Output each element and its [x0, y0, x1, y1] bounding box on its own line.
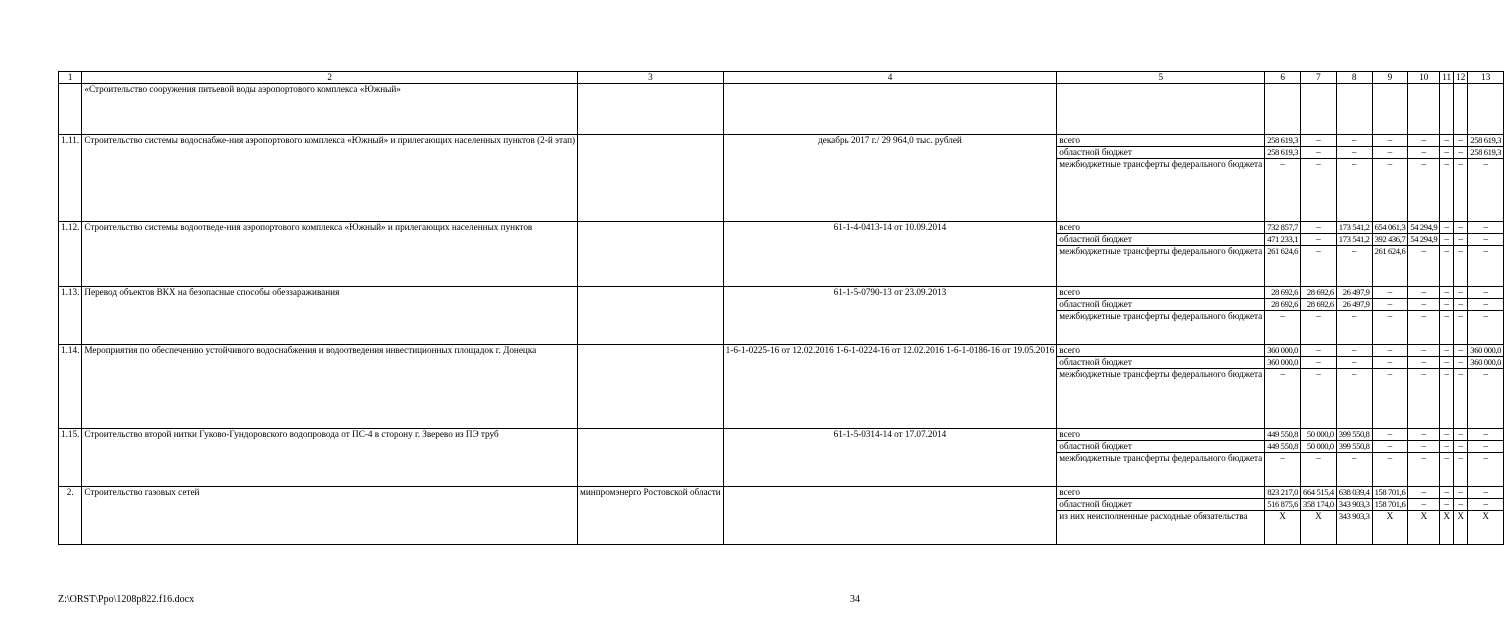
value-cell: – — [1440, 441, 1454, 453]
value-cell: 258 619,3 — [1265, 135, 1301, 147]
value-cell: 399 550,8 — [1336, 441, 1372, 453]
value-cell: – — [1454, 429, 1468, 441]
value-cell: X — [1440, 511, 1454, 545]
item-name: Строительство газовых сетей — [82, 487, 578, 545]
value-cell: – — [1408, 246, 1440, 287]
value-cell: – — [1372, 453, 1408, 487]
value-cell: – — [1336, 357, 1372, 369]
value-cell: – — [1408, 441, 1440, 453]
value-cell: 28 692,6 — [1265, 299, 1301, 311]
funding-source: межбюджетные трансферты федерального бюджета — [1057, 369, 1265, 429]
value-cell: – — [1454, 369, 1468, 429]
funding-source: всего — [1057, 287, 1265, 299]
value-cell: – — [1440, 299, 1454, 311]
value-cell: – — [1372, 159, 1408, 222]
value-cell: – — [1336, 345, 1372, 357]
value-cell: – — [1408, 311, 1440, 345]
value-cell: – — [1468, 499, 1504, 511]
value-cell: – — [1468, 159, 1504, 222]
value-cell: 360 000,0 — [1265, 357, 1301, 369]
value-cell: – — [1440, 246, 1454, 287]
value-cell: – — [1301, 246, 1337, 287]
value-cell: – — [1372, 287, 1408, 299]
value-cell: – — [1454, 159, 1468, 222]
value-cell: – — [1440, 429, 1454, 441]
value-cell: – — [1372, 357, 1408, 369]
value-cell: – — [1440, 487, 1454, 499]
value-cell: – — [1440, 135, 1454, 147]
table-cell — [578, 84, 724, 135]
value-cell: – — [1468, 311, 1504, 345]
value-cell: – — [1454, 222, 1468, 234]
item-number: 2. — [59, 487, 82, 545]
value-cell: – — [1301, 159, 1337, 222]
value-cell: – — [1454, 487, 1468, 499]
value-cell: – — [1440, 453, 1454, 487]
value-cell: – — [1301, 147, 1337, 159]
table-cell — [1468, 84, 1504, 135]
value-cell: – — [1468, 234, 1504, 246]
table-cell — [1265, 84, 1301, 135]
funding-source: областной бюджет — [1057, 441, 1265, 453]
item-name: «Строительство сооружения питьевой воды аэропортового комплекса «Южный» — [82, 84, 578, 135]
table-cell — [1301, 84, 1337, 135]
value-cell: – — [1468, 287, 1504, 299]
budget-table — [58, 71, 1504, 545]
table-row — [59, 429, 1504, 441]
value-cell: – — [1454, 299, 1468, 311]
value-cell: X — [1265, 511, 1301, 545]
table-cell — [1440, 84, 1454, 135]
value-cell: – — [1408, 299, 1440, 311]
funding-source: межбюджетные трансферты федерального бюджета — [1057, 311, 1265, 345]
value-cell: – — [1301, 369, 1337, 429]
column-header: 1 — [59, 72, 82, 84]
value-cell: X — [1408, 511, 1440, 545]
table-cell — [1057, 84, 1265, 135]
funding-source: областной бюджет — [1057, 147, 1265, 159]
value-cell: 26 497,9 — [1336, 287, 1372, 299]
value-cell: 28 692,6 — [1265, 287, 1301, 299]
item-number: 1.13. — [59, 287, 82, 345]
table-cell — [1372, 84, 1408, 135]
item-name: Мероприятия по обеспечению устойчивого водоснабжения и водоотведения инвестиционных площадок г. Донецка — [82, 345, 578, 429]
value-cell: – — [1372, 429, 1408, 441]
value-cell: 360 000,0 — [1468, 345, 1504, 357]
value-cell: 28 692,6 — [1301, 287, 1337, 299]
value-cell: – — [1468, 369, 1504, 429]
value-cell: – — [1336, 147, 1372, 159]
value-cell: – — [1408, 487, 1440, 499]
funding-source: всего — [1057, 345, 1265, 357]
table-cell — [1454, 84, 1468, 135]
value-cell: 173 541,2 — [1336, 222, 1372, 234]
funding-source: областной бюджет — [1057, 499, 1265, 511]
item-name: Строительство второй нитки Гуково-Гундоровского водопровода от ПС-4 в сторону г. Зверево из ПЭ труб — [82, 429, 578, 487]
value-cell: – — [1408, 287, 1440, 299]
column-header: 12 — [1454, 72, 1468, 84]
page-number: 34 — [850, 594, 860, 605]
responsible — [578, 345, 724, 429]
table-row — [59, 487, 1504, 499]
item-number: 1.14. — [59, 345, 82, 429]
value-cell: – — [1454, 311, 1468, 345]
funding-source: всего — [1057, 487, 1265, 499]
value-cell: 50 000,0 — [1301, 429, 1337, 441]
value-cell: 50 000,0 — [1301, 441, 1337, 453]
value-cell: – — [1468, 487, 1504, 499]
document-ref: декабрь 2017 г./ 29 964,0 тыс. рублей — [723, 135, 1057, 222]
funding-source: межбюджетные трансферты федерального бюджета — [1057, 159, 1265, 222]
document-ref — [723, 487, 1057, 545]
value-cell: – — [1454, 441, 1468, 453]
value-cell: 343 903,3 — [1336, 499, 1372, 511]
column-header: 8 — [1336, 72, 1372, 84]
value-cell: – — [1454, 499, 1468, 511]
value-cell: – — [1440, 159, 1454, 222]
value-cell: – — [1468, 222, 1504, 234]
value-cell: – — [1440, 499, 1454, 511]
table-cell — [59, 84, 82, 135]
value-cell: – — [1265, 159, 1301, 222]
value-cell: – — [1454, 453, 1468, 487]
funding-source: межбюджетные трансферты федерального бюджета — [1057, 246, 1265, 287]
value-cell: – — [1468, 429, 1504, 441]
value-cell: – — [1301, 311, 1337, 345]
value-cell: – — [1336, 135, 1372, 147]
value-cell: – — [1440, 369, 1454, 429]
document-ref: 61-1-5-0790-13 от 23.09.2013 — [723, 287, 1057, 345]
value-cell: – — [1301, 345, 1337, 357]
funding-source: областной бюджет — [1057, 234, 1265, 246]
value-cell: – — [1468, 441, 1504, 453]
value-cell: 516 875,6 — [1265, 499, 1301, 511]
item-name: Строительство системы водоснабже-ния аэропортового комплекса «Южный» и прилегающих населенных пунктов (2-й этап) — [82, 135, 578, 222]
value-cell: – — [1372, 441, 1408, 453]
table-cell — [723, 84, 1057, 135]
value-cell: 261 624,6 — [1265, 246, 1301, 287]
column-header: 6 — [1265, 72, 1301, 84]
item-number: 1.12. — [59, 222, 82, 287]
funding-source: всего — [1057, 429, 1265, 441]
value-cell: 392 436,7 — [1372, 234, 1408, 246]
value-cell: – — [1408, 135, 1440, 147]
responsible: минпромэнерго Ростовской области — [578, 487, 724, 545]
value-cell: 258 619,3 — [1468, 147, 1504, 159]
value-cell: – — [1454, 287, 1468, 299]
value-cell: 343 903,3 — [1336, 511, 1372, 545]
column-header: 9 — [1372, 72, 1408, 84]
value-cell: – — [1454, 147, 1468, 159]
funding-source: всего — [1057, 222, 1265, 234]
value-cell: – — [1265, 369, 1301, 429]
value-cell: – — [1408, 429, 1440, 441]
value-cell: – — [1440, 222, 1454, 234]
value-cell: – — [1440, 147, 1454, 159]
table-cell — [1336, 84, 1372, 135]
value-cell: – — [1265, 311, 1301, 345]
table-row — [59, 135, 1504, 147]
table-row — [59, 84, 1504, 135]
value-cell: – — [1372, 299, 1408, 311]
value-cell: – — [1468, 246, 1504, 287]
value-cell: – — [1301, 222, 1337, 234]
table-row — [59, 345, 1504, 357]
value-cell: 360 000,0 — [1468, 357, 1504, 369]
value-cell: 471 233,1 — [1265, 234, 1301, 246]
value-cell: – — [1301, 135, 1337, 147]
value-cell: – — [1454, 345, 1468, 357]
value-cell: – — [1468, 299, 1504, 311]
value-cell: – — [1454, 234, 1468, 246]
value-cell: – — [1408, 357, 1440, 369]
value-cell: – — [1301, 357, 1337, 369]
document-ref: 1-6-1-0225-16 от 12.02.2016 1-6-1-0224-16 от 12.02.2016 1-6-1-0186-16 от 19.05.2016 — [723, 345, 1057, 429]
value-cell: 173 541,2 — [1336, 234, 1372, 246]
column-header: 10 — [1408, 72, 1440, 84]
value-cell: 664 515,4 — [1301, 487, 1337, 499]
value-cell: – — [1454, 135, 1468, 147]
value-cell: – — [1408, 499, 1440, 511]
value-cell: X — [1301, 511, 1337, 545]
value-cell: X — [1454, 511, 1468, 545]
value-cell: – — [1336, 453, 1372, 487]
value-cell: – — [1440, 234, 1454, 246]
funding-source: областной бюджет — [1057, 299, 1265, 311]
table-cell — [1408, 84, 1440, 135]
value-cell: 158 701,6 — [1372, 487, 1408, 499]
value-cell: – — [1301, 234, 1337, 246]
value-cell: 732 857,7 — [1265, 222, 1301, 234]
value-cell: 158 701,6 — [1372, 499, 1408, 511]
value-cell: – — [1372, 369, 1408, 429]
funding-source: межбюджетные трансферты федерального бюджета — [1057, 453, 1265, 487]
value-cell: 399 550,8 — [1336, 429, 1372, 441]
value-cell: – — [1372, 147, 1408, 159]
value-cell: – — [1454, 357, 1468, 369]
table-row — [59, 287, 1504, 299]
value-cell: – — [1372, 135, 1408, 147]
funding-source: всего — [1057, 135, 1265, 147]
item-number: 1.11. — [59, 135, 82, 222]
item-number: 1.15. — [59, 429, 82, 487]
responsible — [578, 222, 724, 287]
value-cell: – — [1301, 453, 1337, 487]
value-cell: – — [1336, 246, 1372, 287]
column-header: 11 — [1440, 72, 1454, 84]
value-cell: – — [1265, 453, 1301, 487]
column-header: 4 — [723, 72, 1057, 84]
column-header: 13 — [1468, 72, 1504, 84]
value-cell: – — [1408, 147, 1440, 159]
value-cell: 28 692,6 — [1301, 299, 1337, 311]
value-cell: 449 550,8 — [1265, 429, 1301, 441]
funding-source: областной бюджет — [1057, 357, 1265, 369]
value-cell: – — [1454, 246, 1468, 287]
funding-source: из них неисполненные расходные обязательства — [1057, 511, 1265, 545]
column-header: 2 — [82, 72, 578, 84]
value-cell: 26 497,9 — [1336, 299, 1372, 311]
document-ref: 61-1-4-0413-14 от 10.09.2014 — [723, 222, 1057, 287]
value-cell: – — [1336, 159, 1372, 222]
responsible — [578, 287, 724, 345]
value-cell: – — [1408, 159, 1440, 222]
value-cell: 449 550,8 — [1265, 441, 1301, 453]
value-cell: – — [1408, 369, 1440, 429]
value-cell: – — [1336, 311, 1372, 345]
responsible — [578, 429, 724, 487]
item-name: Строительство системы водоотведе-ния аэропортового комплекса «Южный» и прилегающих населенных пунктов — [82, 222, 578, 287]
value-cell: 54 294,9 — [1408, 222, 1440, 234]
value-cell: 261 624,6 — [1372, 246, 1408, 287]
value-cell: 54 294,9 — [1408, 234, 1440, 246]
column-header: 5 — [1057, 72, 1265, 84]
value-cell: – — [1440, 345, 1454, 357]
column-header: 3 — [578, 72, 724, 84]
table-row — [59, 222, 1504, 234]
value-cell: 638 039,4 — [1336, 487, 1372, 499]
value-cell: – — [1440, 357, 1454, 369]
document-ref: 61-1-5-0314-14 от 17.07.2014 — [723, 429, 1057, 487]
value-cell: – — [1440, 287, 1454, 299]
value-cell: – — [1336, 369, 1372, 429]
item-name: Перевод объектов ВКХ на безопасные способы обеззараживания — [82, 287, 578, 345]
value-cell: – — [1408, 345, 1440, 357]
value-cell: – — [1372, 345, 1408, 357]
value-cell: – — [1372, 311, 1408, 345]
value-cell: – — [1440, 311, 1454, 345]
value-cell: – — [1468, 453, 1504, 487]
value-cell: X — [1468, 511, 1504, 545]
value-cell: 258 619,3 — [1468, 135, 1504, 147]
value-cell: 358 174,0 — [1301, 499, 1337, 511]
value-cell: 823 217,0 — [1265, 487, 1301, 499]
responsible — [578, 135, 724, 222]
file-path: Z:\ORST\Ppo\1208p822.f16.docx — [58, 594, 195, 605]
value-cell: 360 000,0 — [1265, 345, 1301, 357]
column-header: 7 — [1301, 72, 1337, 84]
value-cell: 654 061,3 — [1372, 222, 1408, 234]
value-cell: 258 619,3 — [1265, 147, 1301, 159]
value-cell: – — [1408, 453, 1440, 487]
value-cell: X — [1372, 511, 1408, 545]
header-row — [59, 72, 1504, 84]
